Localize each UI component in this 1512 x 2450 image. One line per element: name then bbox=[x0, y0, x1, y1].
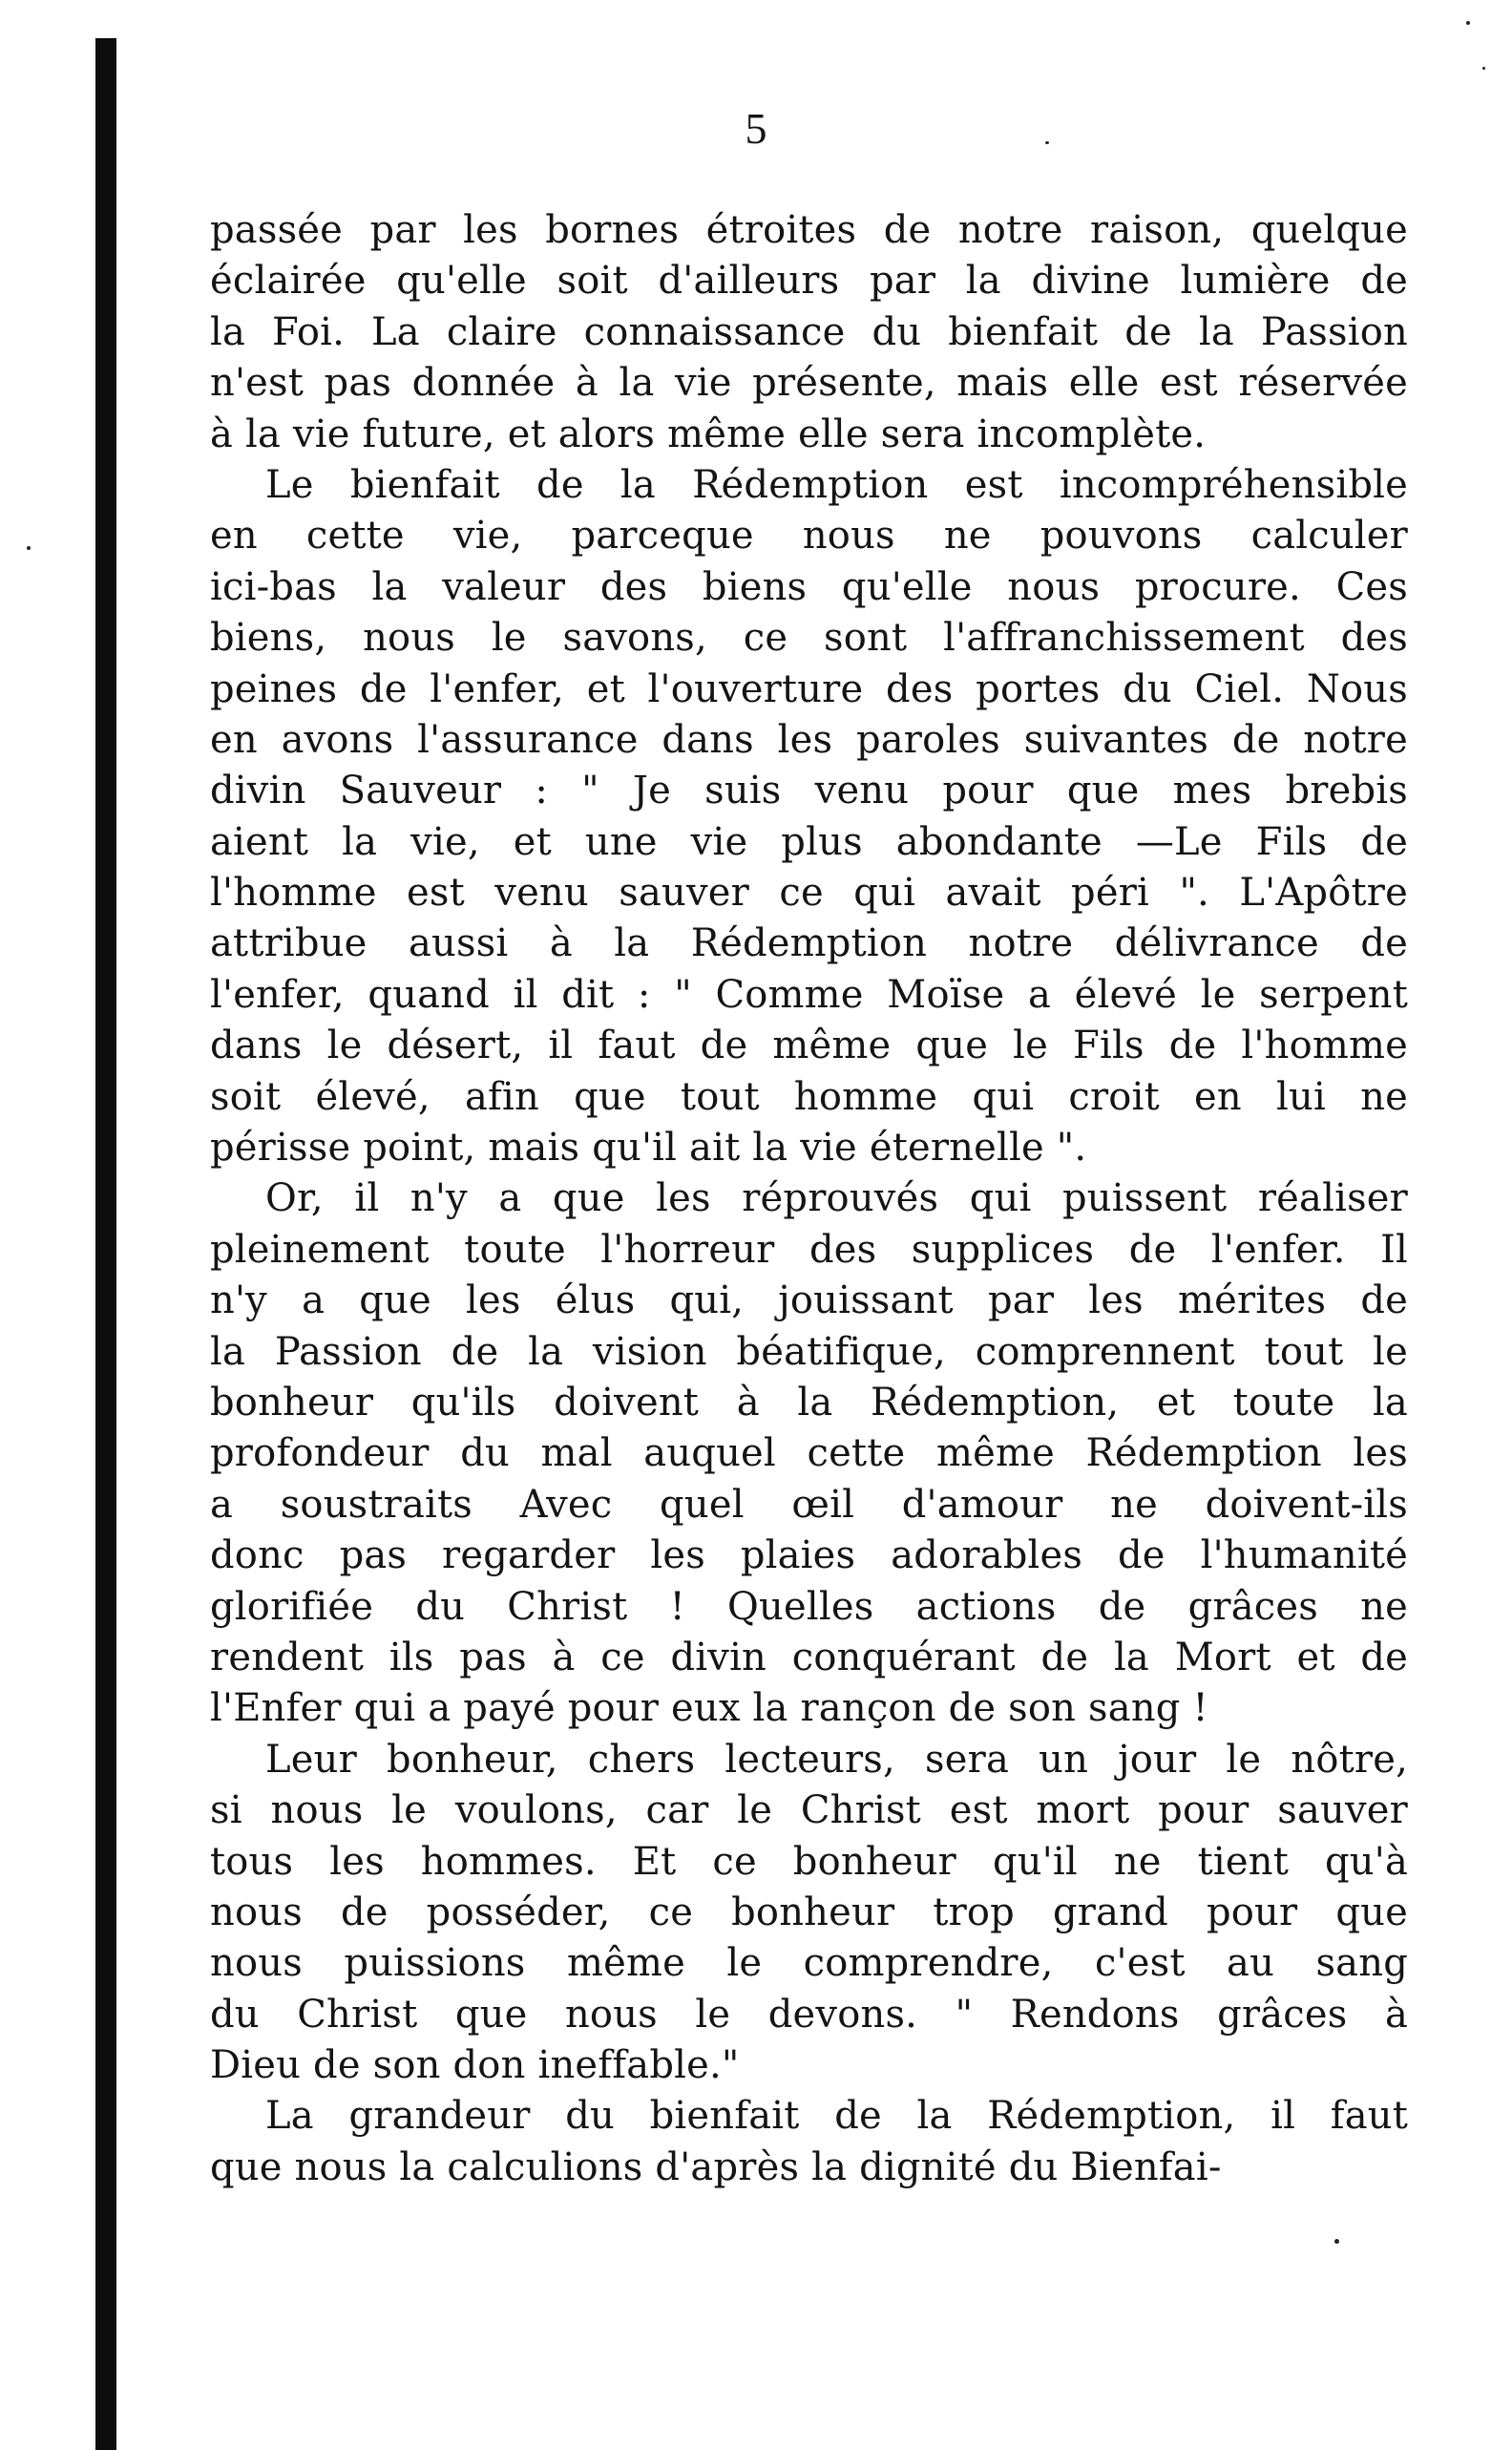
text-line: n'y a que les élus qui, jouissant par les mérites de bbox=[210, 1278, 1408, 1323]
text-line: dans le désert, il faut de même que le Fils de l'homme bbox=[210, 1024, 1408, 1068]
text-line: passée par les bornes étroites de notre raison, quelque bbox=[210, 208, 1408, 252]
text-line: donc pas regarder les plaies adorables de l'humanité bbox=[210, 1533, 1408, 1578]
paragraph bbox=[210, 205, 1408, 460]
text-line: la Passion de la vision béatifique, comprennent tout le bbox=[210, 1329, 1408, 1374]
text-line: peines de l'enfer, et l'ouverture des portes du Ciel. Nous bbox=[210, 666, 1408, 711]
text-line: divin Sauveur : " Je suis venu pour que mes brebis bbox=[210, 769, 1408, 813]
text-line: Dieu de son don ineffable." bbox=[210, 2043, 740, 2088]
scan-speck bbox=[27, 546, 31, 550]
text-line: l'Enfer qui a payé pour eux la rançon de son sang ! bbox=[210, 1686, 1208, 1731]
binding-edge-shadow bbox=[95, 38, 116, 2450]
text-line: la Foi. La claire connaissance du bienfait de la Passion bbox=[210, 309, 1408, 354]
text-line: si nous le voulons, car le Christ est mort pour sauver bbox=[210, 1788, 1408, 1833]
text-line: La grandeur du bienfait de la Rédemption, il faut bbox=[265, 2094, 1408, 2139]
text-line: nous puissions même le comprendre, c'est au sang bbox=[210, 1941, 1408, 1986]
text-line: a soustraits Avec quel œil d'amour ne doivent-ils bbox=[210, 1482, 1408, 1527]
text-line: périsse point, mais qu'il ait la vie éternelle ". bbox=[210, 1126, 1087, 1171]
paragraph bbox=[210, 1735, 1408, 2092]
paragraph bbox=[210, 1173, 1408, 1734]
body-text bbox=[210, 205, 1408, 2193]
text-line: l'homme est venu sauver ce qui avait péri ". L'Apôtre bbox=[210, 871, 1408, 916]
text-line: tous les hommes. Et ce bonheur qu'il ne tient qu'à bbox=[210, 1839, 1408, 1884]
text-line: que nous la calculions d'après la dignité du Bienfai- bbox=[210, 2144, 1222, 2189]
text-line: bonheur qu'ils doivent à la Rédemption, et toute la bbox=[210, 1380, 1408, 1425]
scan-speck bbox=[1466, 21, 1470, 25]
text-line: n'est pas donnée à la vie présente, mais elle est réservée bbox=[210, 361, 1408, 406]
scan-speck bbox=[1334, 2239, 1339, 2244]
text-line: ici-bas la valeur des biens qu'elle nous procure. Ces bbox=[210, 564, 1408, 609]
text-line: à la vie future, et alors même elle sera incomplète. bbox=[210, 412, 1207, 456]
text-line: aient la vie, et une vie plus abondante —Le Fils de bbox=[210, 819, 1408, 864]
text-line: l'enfer, quand il dit : " Comme Moïse a élevé le serpent bbox=[210, 972, 1408, 1017]
paragraph bbox=[210, 2091, 1408, 2193]
page-number: 5 bbox=[745, 104, 767, 153]
scan-speck bbox=[1045, 141, 1049, 144]
text-line: nous de posséder, ce bonheur trop grand pour que bbox=[210, 1890, 1408, 1934]
text-line: éclairée qu'elle soit d'ailleurs par la divine lumière de bbox=[210, 259, 1408, 304]
scan-speck bbox=[1482, 67, 1485, 70]
text-line: biens, nous le savons, ce sont l'affranchissement des bbox=[210, 616, 1408, 661]
text-line: Leur bonheur, chers lecteurs, sera un jour le nôtre, bbox=[265, 1737, 1408, 1782]
text-line: en avons l'assurance dans les paroles suivantes de notre bbox=[210, 717, 1408, 762]
text-line: pleinement toute l'horreur des supplices de l'enfer. Il bbox=[210, 1227, 1408, 1272]
text-line: soit élevé, afin que tout homme qui croit en lui ne bbox=[210, 1074, 1408, 1119]
paragraph bbox=[210, 460, 1408, 1173]
text-line: en cette vie, parceque nous ne pouvons calculer bbox=[210, 514, 1408, 559]
text-line: Le bienfait de la Rédemption est incompréhensible bbox=[265, 462, 1408, 507]
text-line: attribue aussi à la Rédemption notre délivrance de bbox=[210, 921, 1408, 966]
text-line: rendent ils pas à ce divin conquérant de la Mort et de bbox=[210, 1635, 1408, 1679]
text-line: glorifiée du Christ ! Quelles actions de grâces ne bbox=[210, 1584, 1408, 1629]
text-line: du Christ que nous le devons. " Rendons grâces à bbox=[210, 1992, 1408, 2037]
text-line: profondeur du mal auquel cette même Rédemption les bbox=[210, 1431, 1408, 1476]
text-line: Or, il n'y a que les réprouvés qui puissent réaliser bbox=[265, 1176, 1408, 1221]
